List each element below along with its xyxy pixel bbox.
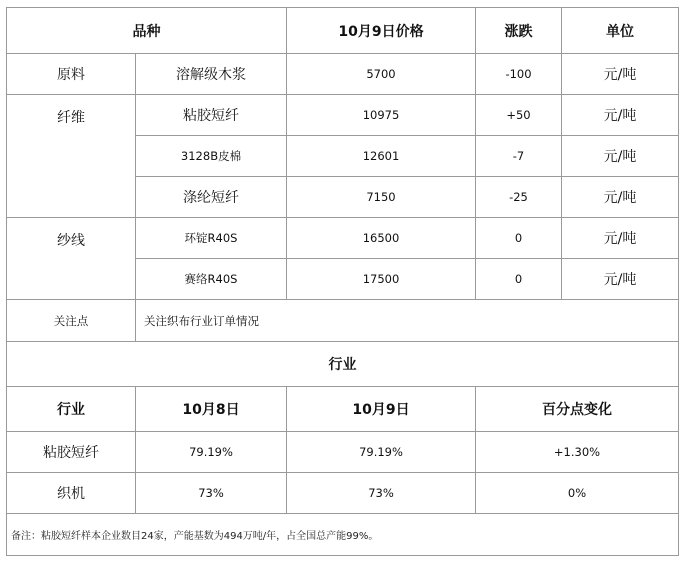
oct8-value: 79.19% <box>136 432 287 473</box>
category-cell: 原料 <box>7 54 136 95</box>
industry-title-row <box>7 342 679 387</box>
price-table <box>6 7 679 556</box>
unit-value: 元/吨 <box>562 54 679 95</box>
focus-label: 关注点 <box>7 300 136 342</box>
change-value: +1.30% <box>476 432 679 473</box>
variety-name: 3128B皮棉 <box>136 136 287 177</box>
oct9-value: 73% <box>287 473 476 514</box>
variety-name: 涤纶短纤 <box>136 177 287 218</box>
change-value: 0% <box>476 473 679 514</box>
variety-name: 赛络R40S <box>136 259 287 300</box>
change-value: -100 <box>476 54 562 95</box>
change-value: 0 <box>476 218 562 259</box>
change-value: +50 <box>476 95 562 136</box>
focus-row <box>7 300 679 342</box>
variety-name: 环锭R40S <box>136 218 287 259</box>
unit-value: 元/吨 <box>562 95 679 136</box>
industry-name: 粘胶短纤 <box>7 432 136 473</box>
price-value: 17500 <box>287 259 476 300</box>
unit-value: 元/吨 <box>562 177 679 218</box>
table-row <box>7 218 679 259</box>
price-value: 10975 <box>287 95 476 136</box>
focus-text: 关注织布行业订单情况 <box>136 300 679 342</box>
footnote: 备注：粘胶短纤样本企业数目24家，产能基数为494万吨/年，占全国总产能99%。 <box>7 514 679 556</box>
unit-value: 元/吨 <box>562 136 679 177</box>
industry-name: 织机 <box>7 473 136 514</box>
unit-value: 元/吨 <box>562 259 679 300</box>
change-value: -7 <box>476 136 562 177</box>
category-cell: 纱线 <box>7 218 136 300</box>
table-row <box>7 473 679 514</box>
footnote-row <box>7 514 679 556</box>
variety-name: 粘胶短纤 <box>136 95 287 136</box>
industry-title: 行业 <box>7 342 679 387</box>
price-table-header <box>7 8 679 54</box>
header-percentage-change: 百分点变化 <box>476 387 679 432</box>
oct8-value: 73% <box>136 473 287 514</box>
header-industry: 行业 <box>7 387 136 432</box>
header-unit: 单位 <box>562 8 679 54</box>
change-value: 0 <box>476 259 562 300</box>
price-value: 16500 <box>287 218 476 259</box>
table-row <box>7 54 679 95</box>
industry-header <box>7 387 679 432</box>
report-container <box>6 7 679 556</box>
header-variety: 品种 <box>7 8 287 54</box>
price-value: 7150 <box>287 177 476 218</box>
header-price: 10月9日价格 <box>287 8 476 54</box>
price-value: 12601 <box>287 136 476 177</box>
table-row <box>7 95 679 136</box>
header-oct8: 10月8日 <box>136 387 287 432</box>
category-cell: 纤维 <box>7 95 136 218</box>
oct9-value: 79.19% <box>287 432 476 473</box>
header-change: 涨跌 <box>476 8 562 54</box>
variety-name: 溶解级木浆 <box>136 54 287 95</box>
table-row <box>7 432 679 473</box>
change-value: -25 <box>476 177 562 218</box>
unit-value: 元/吨 <box>562 218 679 259</box>
price-value: 5700 <box>287 54 476 95</box>
header-oct9: 10月9日 <box>287 387 476 432</box>
